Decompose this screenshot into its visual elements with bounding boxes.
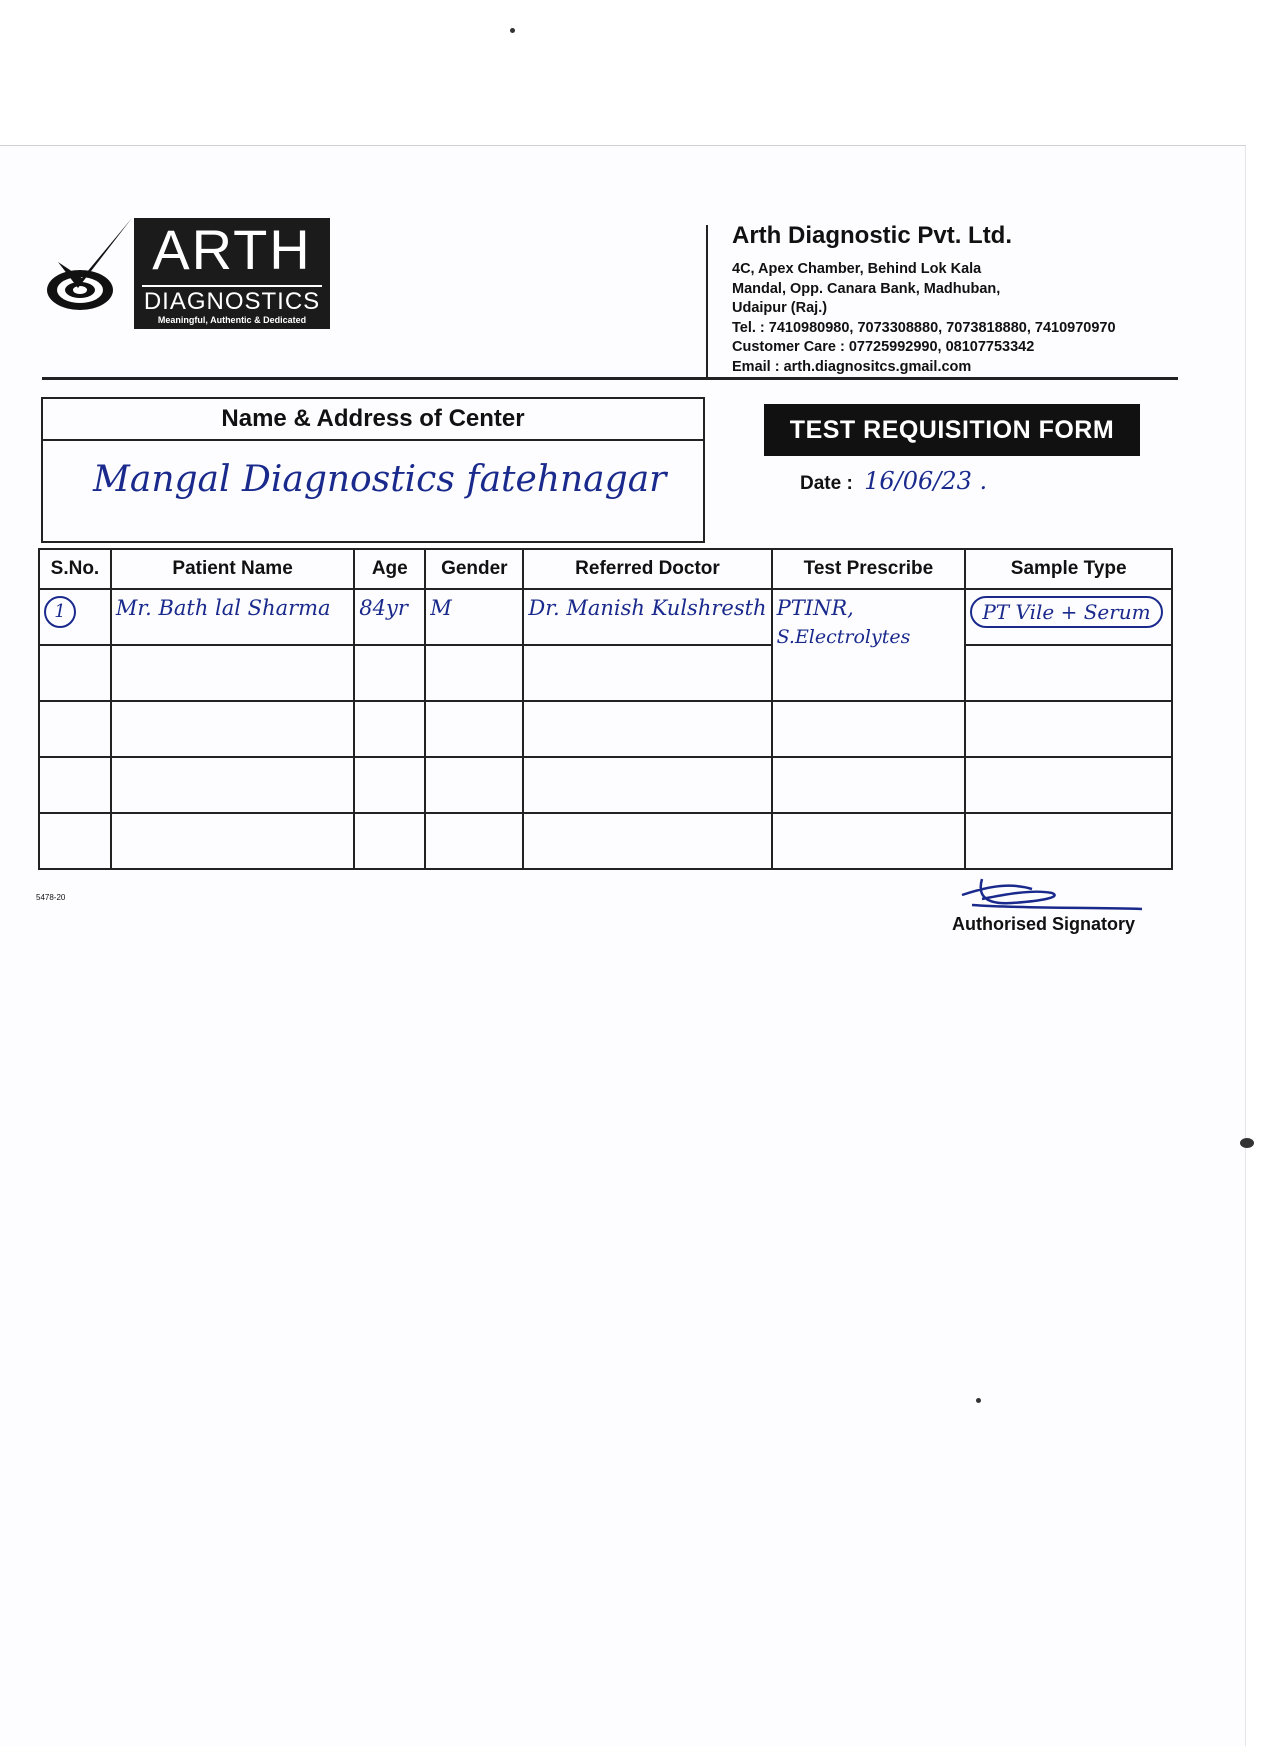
form-number: 5478-20	[36, 893, 66, 902]
paper-speck	[510, 28, 515, 33]
paper-speck	[1240, 1138, 1254, 1148]
center-heading: Name & Address of Center	[43, 399, 703, 441]
test-line-1: PTINR,	[776, 596, 854, 620]
target-check-icon	[44, 212, 144, 332]
company-logo	[44, 212, 334, 332]
cell-sno	[39, 589, 111, 645]
date-field	[800, 467, 987, 495]
sample-value: PT Vile + Serum	[970, 596, 1162, 628]
authorised-signatory: Authorised Signatory	[952, 914, 1136, 934]
header-sample-type: Sample Type	[965, 549, 1172, 589]
logo-wordmark	[134, 218, 330, 329]
table-row	[39, 645, 1172, 701]
customer-care: Customer Care : 07725992990, 08107753342	[732, 339, 1035, 355]
center-box	[41, 397, 705, 543]
table-row	[39, 757, 1172, 813]
email: Email : arth.diagnositcs.gmail.com	[732, 358, 972, 375]
header-age: Age	[354, 549, 425, 589]
cell-gender: M	[425, 589, 523, 645]
logo-diagnostics-text: DIAGNOSTICS	[143, 288, 321, 315]
header-sno: S.No.	[39, 549, 111, 589]
date-value-handwritten: 16/06/23 .	[864, 467, 988, 495]
table-header-row	[39, 549, 1172, 589]
header-test-prescribe: Test Prescribe	[772, 549, 966, 589]
cell-sample	[965, 589, 1172, 645]
header-divider	[706, 225, 708, 378]
form-sheet	[0, 145, 1246, 1746]
date-label: Date :	[800, 473, 853, 494]
company-name: Arth Diagnostic Pvt. Ltd.	[732, 222, 1013, 249]
paper-speck	[976, 1398, 981, 1403]
cell-doctor: Dr. Manish Kulshresth	[523, 589, 771, 645]
table-row	[39, 589, 1172, 645]
logo-tagline: Meaningful, Authentic & Dedicated	[157, 315, 307, 325]
table-row	[39, 701, 1172, 757]
header-rule	[42, 377, 1178, 380]
telephone: Tel. : 7410980980, 7073308880, 7073818880, 7410970970	[732, 319, 1116, 336]
logo-arth-text: ARTH	[152, 218, 312, 281]
address-line-3: Udaipur (Raj.)	[732, 300, 828, 316]
header-referred-doctor: Referred Doctor	[523, 549, 771, 589]
cell-test	[772, 589, 966, 701]
cell-patient: Mr. Bath lal Sharma	[111, 589, 354, 645]
address-line-1: 4C, Apex Chamber, Behind Lok Kala	[732, 261, 982, 277]
address-line-2: Mandal, Opp. Canara Bank, Madhuban,	[732, 280, 1001, 297]
form-title: TEST REQUISITION FORM	[764, 404, 1140, 456]
header-gender: Gender	[425, 549, 523, 589]
cell-age: 84yr	[354, 589, 425, 645]
center-name-handwritten: Mangal Diagnostics fatehnagar	[93, 459, 667, 500]
signature-icon	[952, 875, 1152, 915]
header-patient-name: Patient Name	[111, 549, 354, 589]
company-info	[732, 222, 1232, 377]
test-line-2: S.Electrolytes	[776, 626, 911, 648]
sno-value: 1	[44, 596, 76, 628]
table-row	[39, 813, 1172, 869]
patient-table	[38, 548, 1173, 870]
